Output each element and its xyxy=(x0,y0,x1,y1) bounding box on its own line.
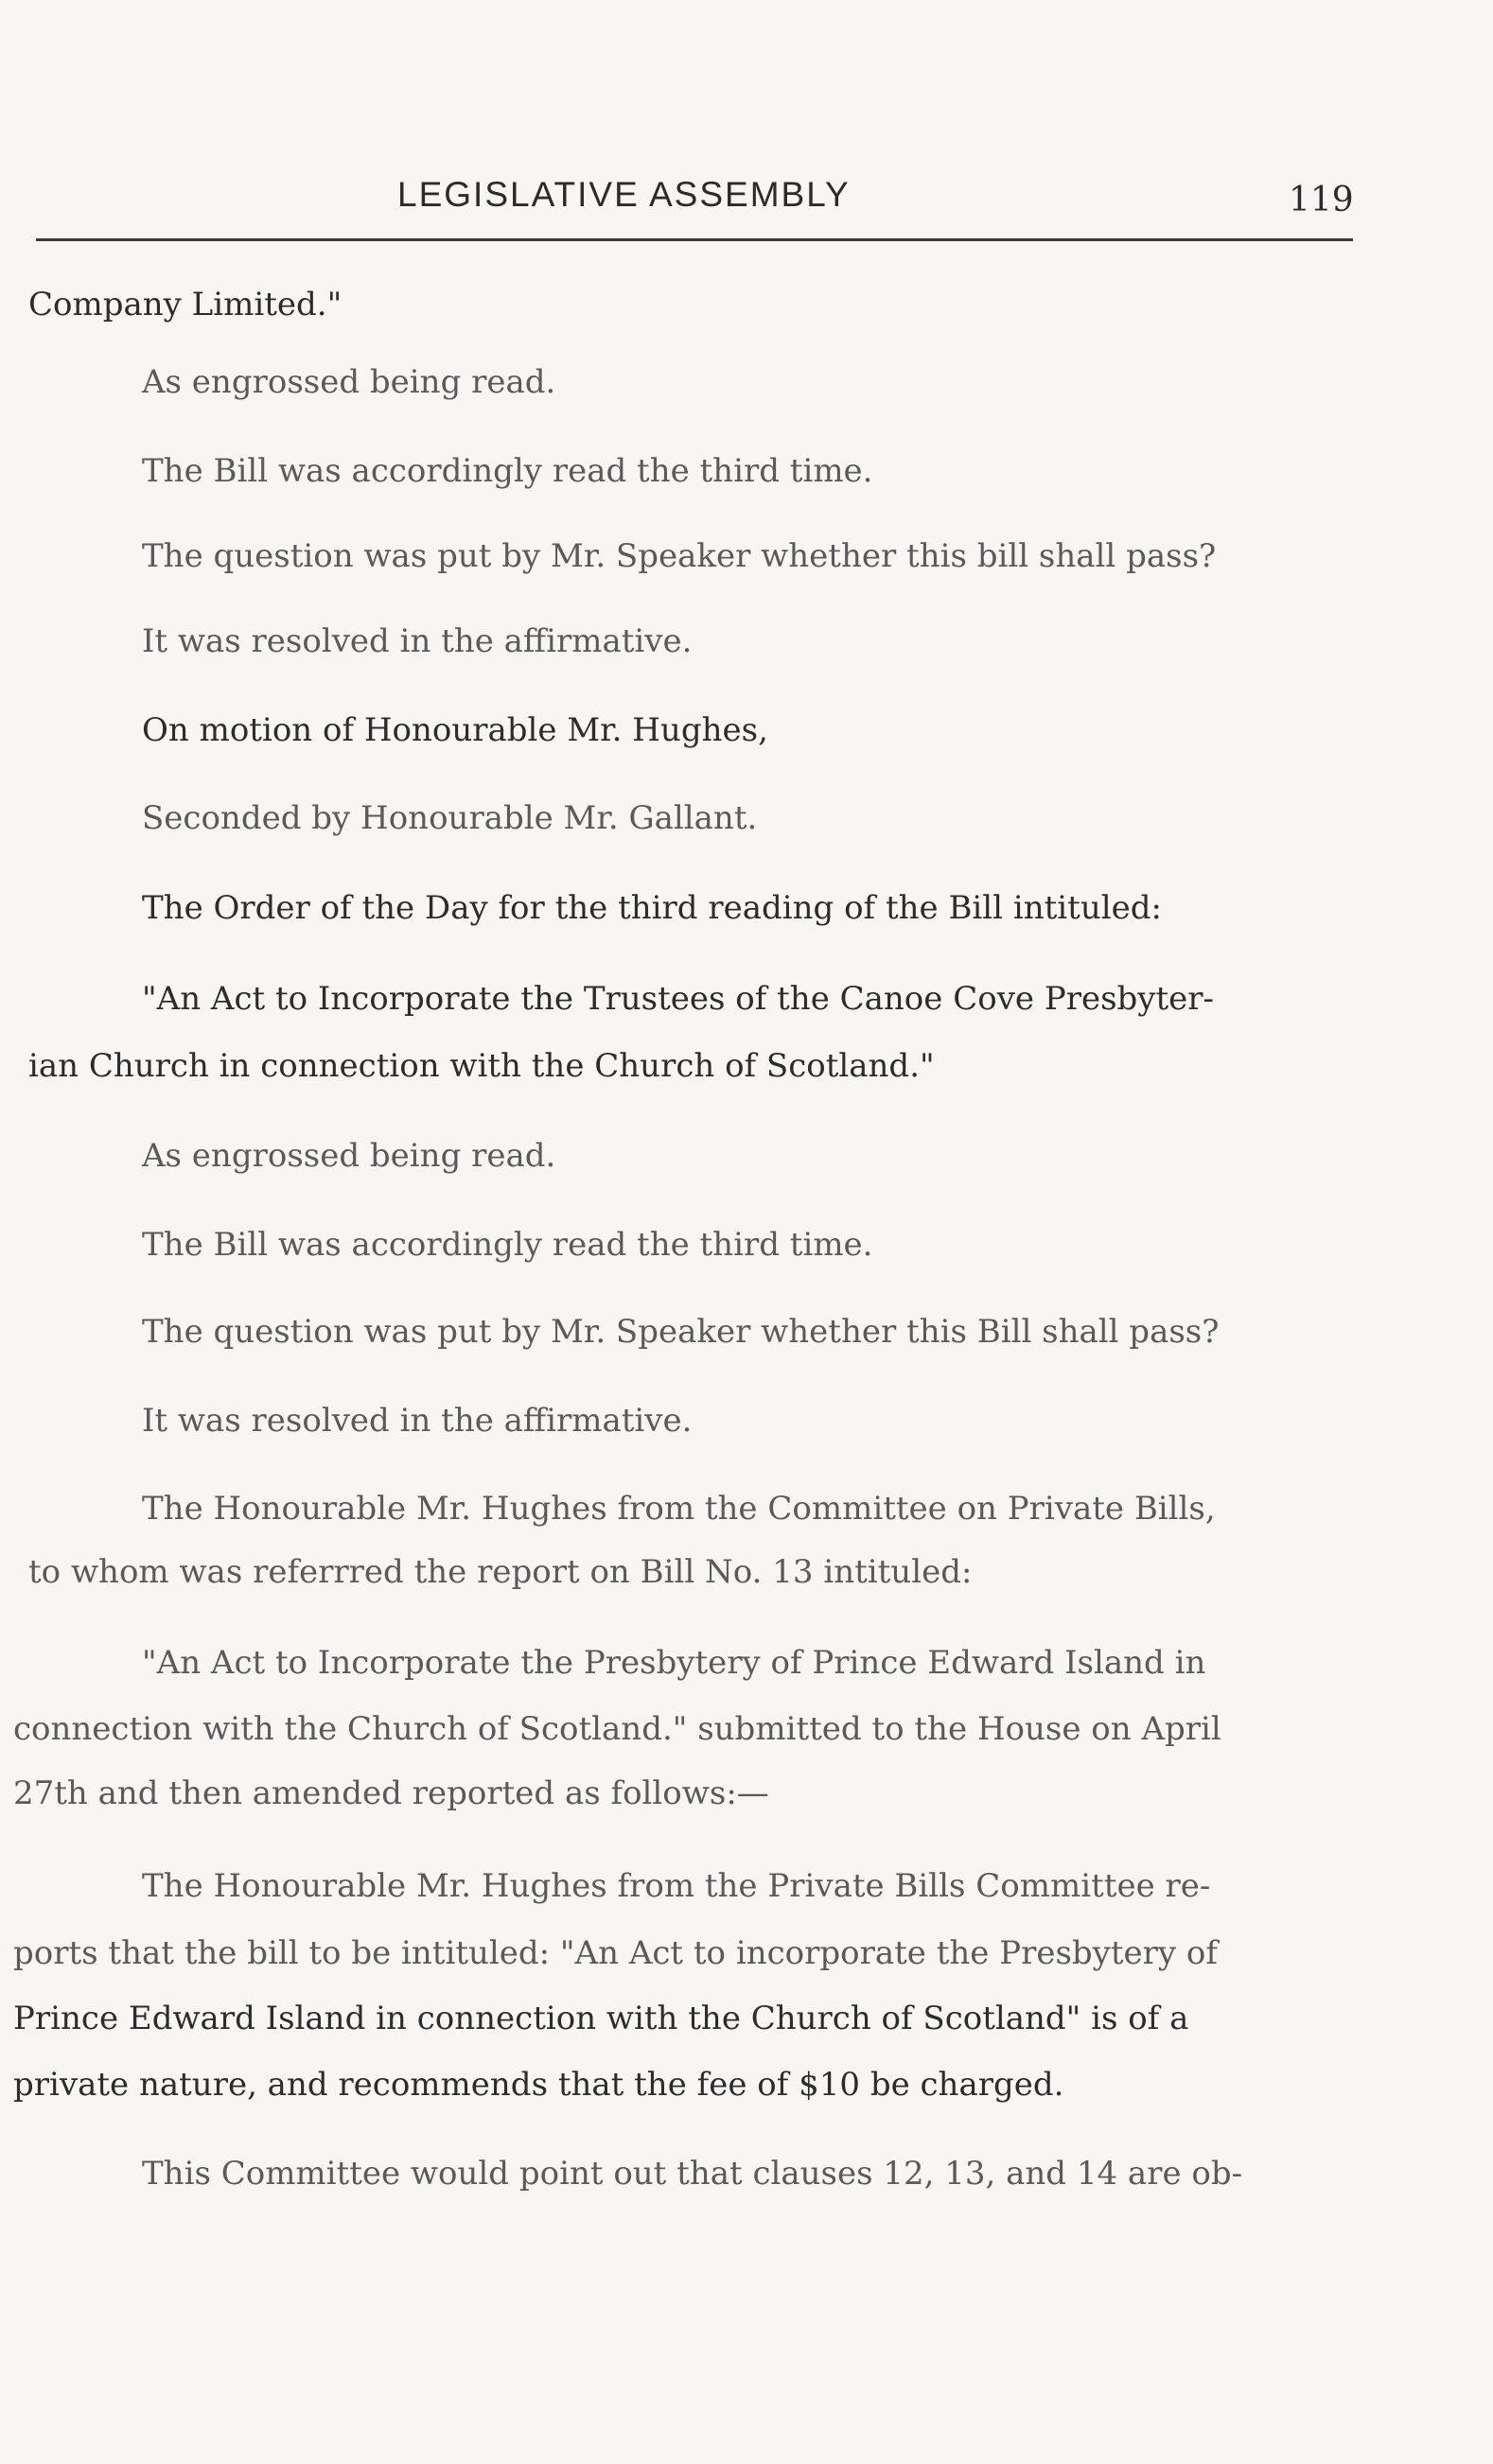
text-line: It was resolved in the affirmative. xyxy=(142,622,693,660)
text-line: The Order of the Day for the third reading of the Bill intituled: xyxy=(142,889,1162,927)
text-line: Company Limited." xyxy=(28,286,343,323)
text-line: The Honourable Mr. Hughes from the Private Bills Committee re- xyxy=(142,1867,1211,1905)
text-line: "An Act to Incorporate the Presbytery of Prince Edward Island in xyxy=(142,1644,1206,1682)
text-line: private nature, and recommends that the fee of $10 be charged. xyxy=(13,2066,1064,2104)
text-line: to whom was referrred the report on Bill No. 13 intituled: xyxy=(28,1553,973,1591)
text-line: The question was put by Mr. Speaker whether this Bill shall pass? xyxy=(142,1313,1220,1351)
text-line: The Bill was accordingly read the third time. xyxy=(142,452,873,490)
header-title: LEGISLATIVE ASSEMBLY xyxy=(397,175,851,214)
page-number: 119 xyxy=(1289,181,1354,219)
text-line: As engrossed being read. xyxy=(142,363,556,401)
text-line: ian Church in connection with the Church of Scotland." xyxy=(28,1047,935,1085)
text-line: "An Act to Incorporate the Trustees of the Canoe Cove Presbyter- xyxy=(142,980,1215,1018)
text-line: This Committee would point out that clauses 12, 13, and 14 are ob- xyxy=(142,2155,1243,2193)
text-line: Seconded by Honourable Mr. Gallant. xyxy=(142,799,758,837)
text-line: The Honourable Mr. Hughes from the Committee on Private Bills, xyxy=(142,1490,1216,1528)
text-line: As engrossed being read. xyxy=(142,1137,556,1175)
text-line: It was resolved in the affirmative. xyxy=(142,1402,693,1440)
header-rule xyxy=(36,238,1353,241)
text-line: 27th and then amended reported as follows:— xyxy=(13,1774,769,1812)
text-line: connection with the Church of Scotland." submitted to the House on April xyxy=(13,1710,1221,1748)
text-line: The question was put by Mr. Speaker whether this bill shall pass? xyxy=(142,537,1217,575)
text-line: ports that the bill to be intituled: "An Act to incorporate the Presbytery of xyxy=(13,1934,1218,1972)
running-header xyxy=(0,175,1493,232)
text-line: On motion of Honourable Mr. Hughes, xyxy=(142,711,768,749)
text-line: The Bill was accordingly read the third time. xyxy=(142,1226,873,1264)
text-line: Prince Edward Island in connection with the Church of Scotland" is of a xyxy=(13,2000,1189,2037)
